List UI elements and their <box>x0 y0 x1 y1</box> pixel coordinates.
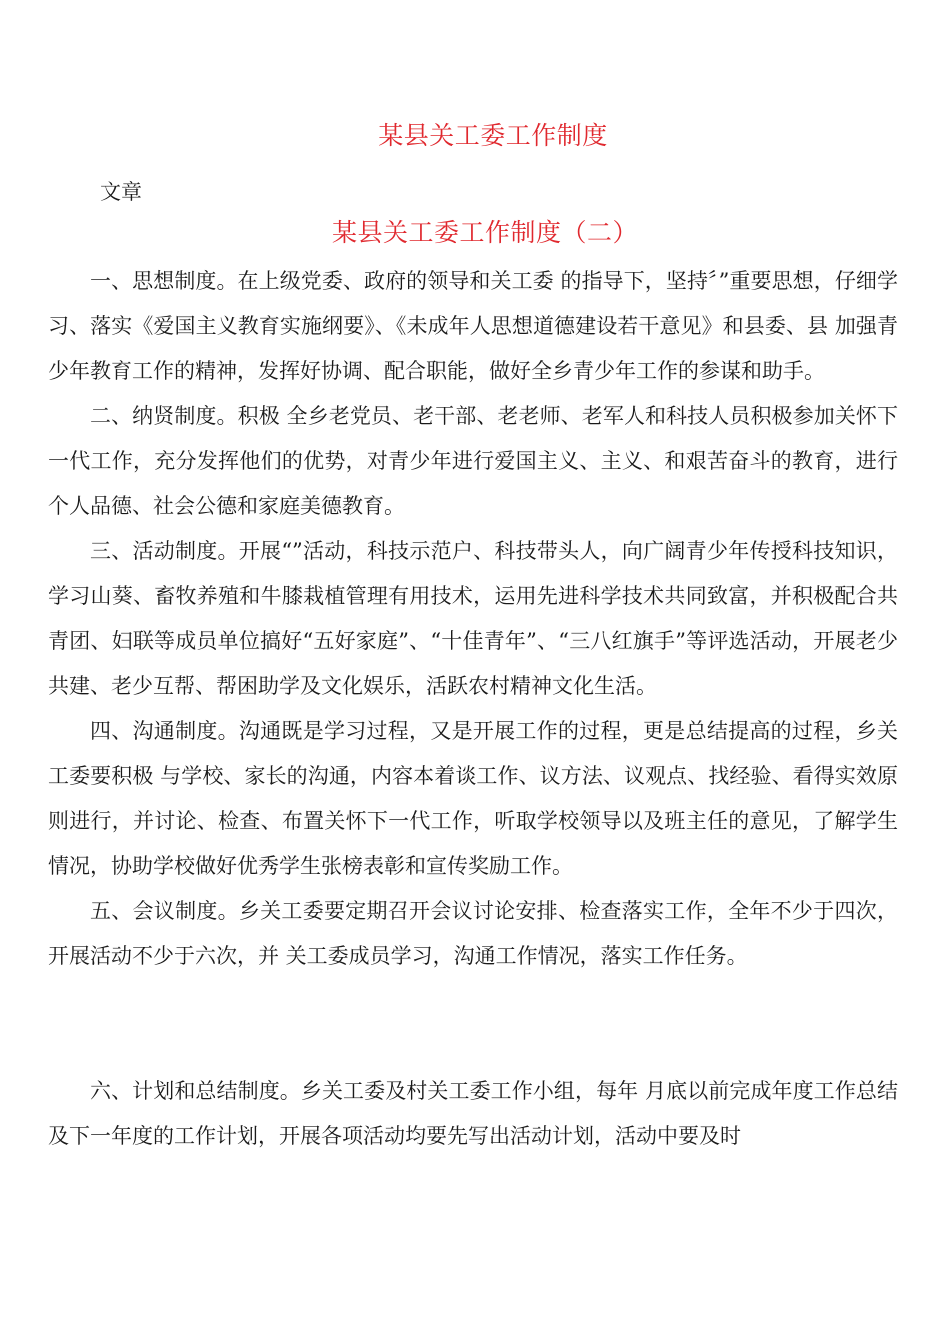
paragraph-activity-system: 三、活动制度。开展“”活动，科技示范户、科技带头人，向广阔青少年传授科技知识，学习山葵、畜牧养殖和牛膝栽植管理有用技术，运用先进科学技术共同致富，并积极配合共青团、妇联等成员单位搞好“五好家庭”、“十佳青年”、“三八红旗手”等评选活动，开展老少共建、老少互帮、帮困助学及文化娱乐，活跃农村精神文化生活。 <box>48 539 898 698</box>
paragraph-communication-system: 四、沟通制度。沟通既是学习过程，又是开展工作的过程，更是总结提高的过程，乡关工委要积极 与学校、家长的沟通，内容本着谈工作、议方法、议观点、找经验、看得实效原则进行，并讨论、检查、布置关怀下一代工作，听取学校领导以及班主任的意见，了解学生情况，协助学校做好优秀学生张榜表彰和宣传奖励工作。 <box>48 719 898 878</box>
paragraph-talent-system: 二、纳贤制度。积极 全乡老党员、老干部、老老师、老军人和科技人员积极参加关怀下一代工作，充分发挥他们的优势，对青少年进行爱国主义、主义、和艰苦奋斗的教育，进行个人品德、社会公德和家庭美德教育。 <box>48 404 898 518</box>
document-subtitle: 某县关工委工作制度（二） <box>331 218 638 247</box>
document-title: 某县关工委工作制度 <box>378 121 608 150</box>
paragraph-thought-system: 一、思想制度。在上级党委、政府的领导和关工委 的指导下，坚持〞”重要思想，仔细学习、落实《爱国主义教育实施纲要》、《未成年人思想道德建设若干意见》和县委、县 加强青少年教育工作的精神，发挥好协调、配合职能，做好全乡青少年工作的参谋和助手。 <box>48 269 898 383</box>
paragraph-meeting-system: 五、会议制度。乡关工委要定期召开会议讨论安排、检查落实工作，全年不少于四次，开展活动不少于六次，并 关工委成员学习，沟通工作情况，落实工作任务。 <box>48 899 898 968</box>
document-label: 文章 <box>100 180 142 204</box>
paragraph-plan-summary-system: 六、计划和总结制度。乡关工委及村关工委工作小组，每年 月底以前完成年度工作总结及下一年度的工作计划，开展各项活动均要先写出活动计划，活动中要及时 <box>48 1079 898 1148</box>
document-body <box>48 259 898 1159</box>
